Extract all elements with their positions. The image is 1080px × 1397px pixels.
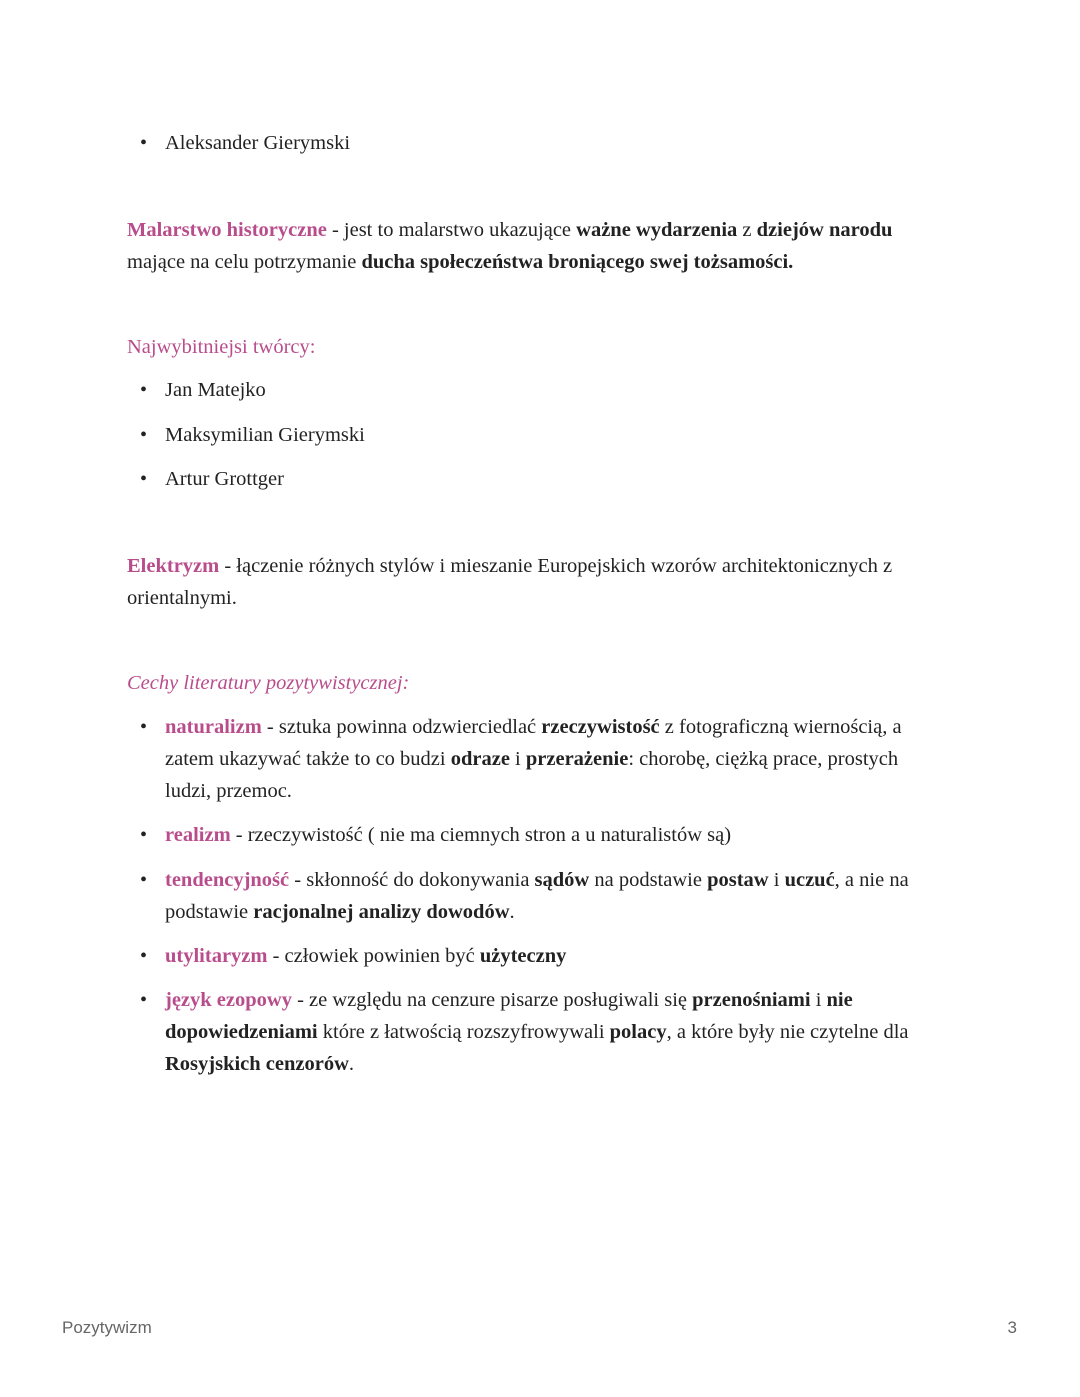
features-list [140,711,965,1080]
definition-line: Malarstwo historyczne - jest to malarstwo ukazujące ważne wydarzenia z dziejów narodu [127,219,893,241]
footer-title: Pozytywizm [62,1318,152,1337]
eclecticism-definition [127,550,957,614]
top-artist-list [140,127,351,159]
term: Elektryzm [127,555,220,577]
list-item: • realizm - rzeczywistość ( nie ma ciemnych stron a u naturalistów są) [165,819,965,851]
list-item: • utylitaryzm - człowiek powinien być użyteczny [165,940,965,972]
bullet-icon: • [140,132,148,154]
list-item: • język ezopowy - ze względu na cenzure pisarze posługiwali się przenośniami i nie dopowiedzeniami które z łatwością rozszyfrowywali polacy, a które były nie czytelne dla Rosyjskich cenzorów. [165,984,965,1080]
list-item: • Jan Matejko [165,374,365,419]
bullet-icon: • [140,869,148,891]
bullet-icon: • [140,824,148,846]
historical-painting-definition [127,214,957,278]
definition-line: Elektryzm - łączenie różnych stylów i mieszanie Europejskich wzorów architektonicznych z [127,555,893,577]
artists-list [140,374,365,495]
list-item: • tendencyjność - skłonność do dokonywania sądów na podstawie postaw i uczuć, a nie na podstawie racjonalnej analizy dowodów. [165,864,965,928]
definition-line: mające na celu potrzymanie ducha społeczeństwa broniącego swej tożsamości. [127,251,794,273]
bullet-icon: • [140,945,148,967]
list-item: • Aleksander Gierymski [165,127,350,159]
definition-line: orientalnymi. [127,587,237,609]
list-item: • naturalizm - sztuka powinna odzwierciedlać rzeczywistość z fotograficzną wiernością, a zatem ukazywać także to co budzi odraze i przerażenie: chorobę, ciężką prace, prostych ludzi, przemoc. [165,711,965,807]
term: Malarstwo historyczne [127,219,327,241]
list-item: • Artur Grottger [165,463,365,495]
features-heading: Cechy literatury pozytywistycznej: [127,672,410,694]
bullet-icon: • [140,989,148,1011]
page-number: 3 [1007,1318,1017,1337]
bullet-icon: • [140,468,148,490]
bullet-icon: • [140,379,148,401]
bullet-icon: • [140,716,148,738]
list-item: • Maksymilian Gierymski [165,419,365,463]
artists-heading: Najwybitniejsi twórcy: [127,336,316,358]
bullet-icon: • [140,424,148,446]
